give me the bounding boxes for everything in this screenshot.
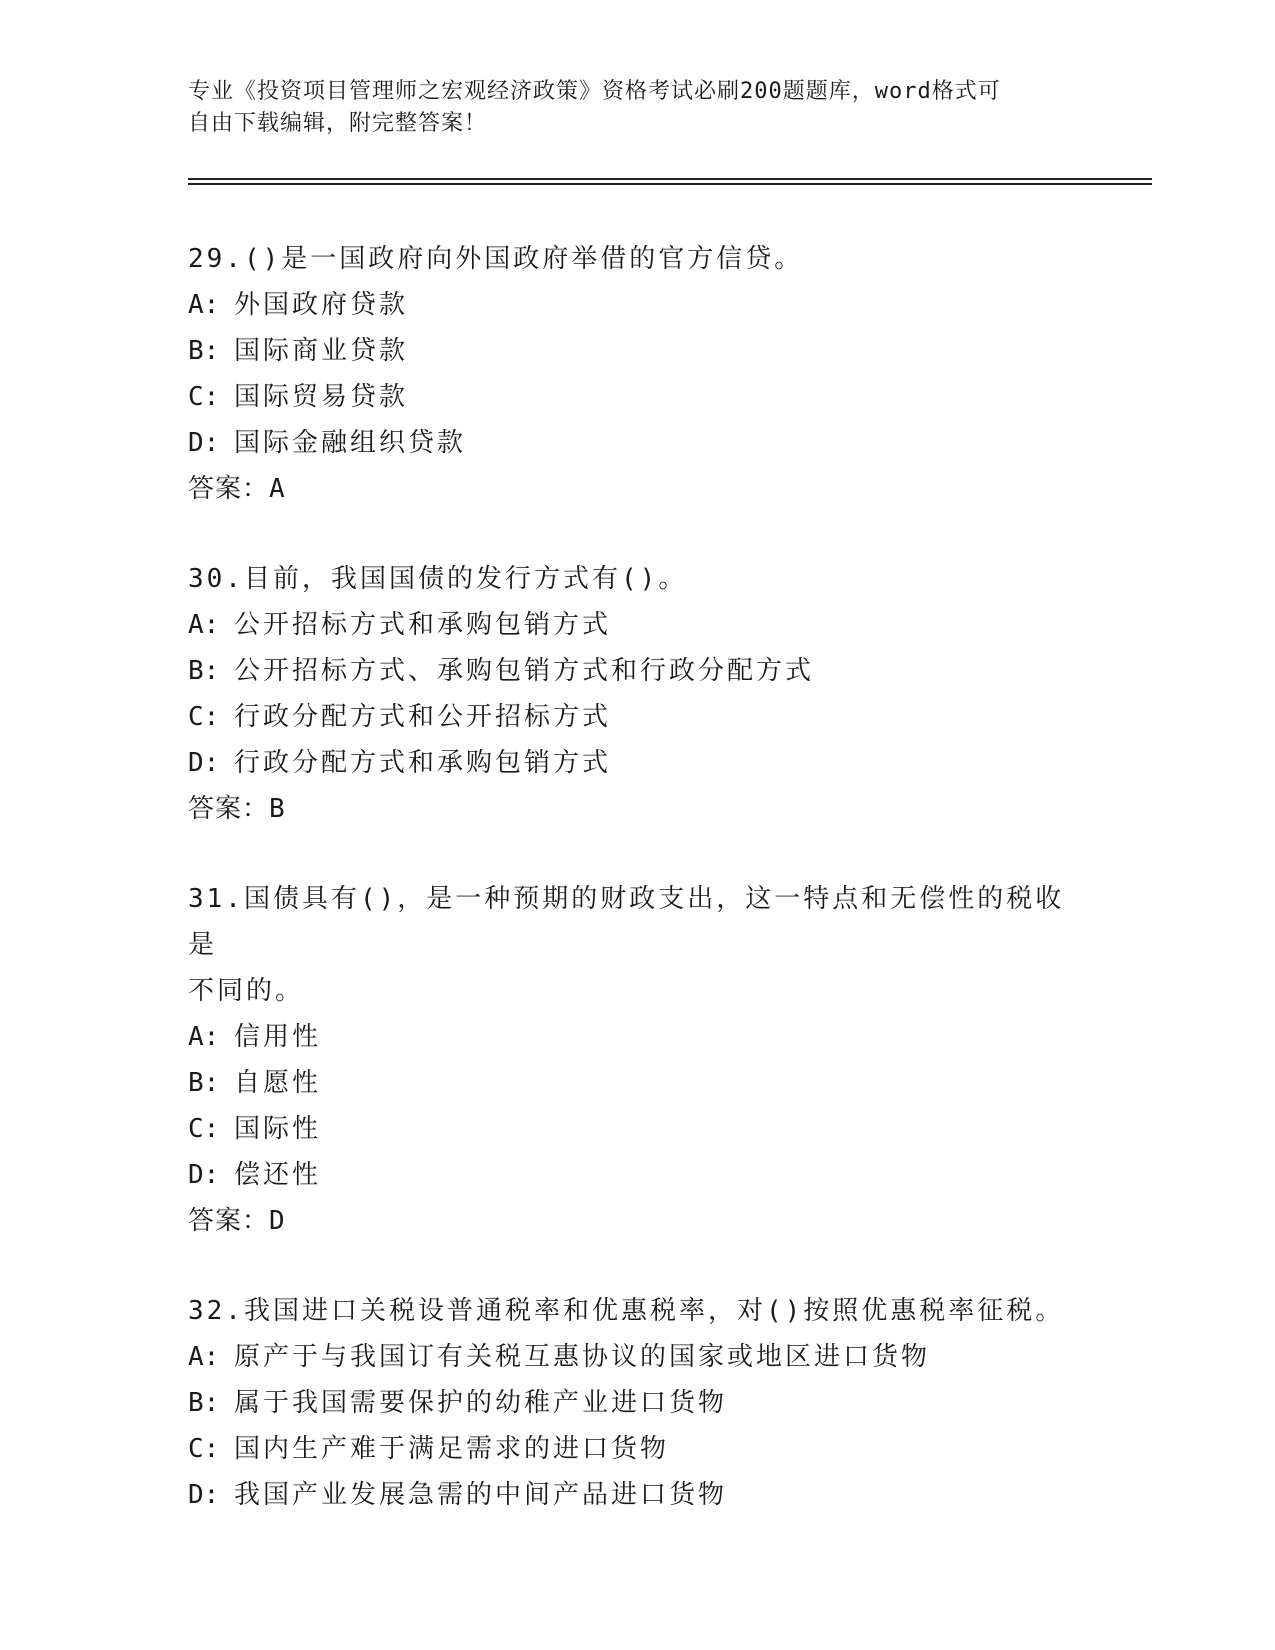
question-stem: 30.目前，我国国债的发行方式有()。 <box>188 564 688 594</box>
question-31 <box>188 876 1088 1244</box>
option-letter: C: <box>188 702 220 732</box>
option-c <box>188 694 1088 740</box>
option-letter: C: <box>188 1434 220 1464</box>
spacer <box>188 832 1088 876</box>
option-letter: B: <box>188 656 220 686</box>
document-header <box>188 76 1068 140</box>
option-letter: A: <box>188 610 220 640</box>
option-a <box>188 1334 1088 1380</box>
option-c <box>188 1106 1088 1152</box>
option-a <box>188 282 1088 328</box>
option-letter: D: <box>188 748 220 778</box>
header-divider-bottom <box>188 183 1152 185</box>
option-text: 信用性 <box>234 1022 322 1052</box>
option-d <box>188 1152 1088 1198</box>
question-stem: 29.()是一国政府向外国政府举借的官方信贷。 <box>188 244 804 274</box>
option-text: 偿还性 <box>234 1160 322 1190</box>
option-c <box>188 374 1088 420</box>
option-text: 公开招标方式、承购包销方式和行政分配方式 <box>234 656 815 686</box>
header-line-2: 自由下载编辑，附完整答案！ <box>188 111 488 136</box>
option-letter: D: <box>188 428 220 458</box>
header-line-1: 专业《投资项目管理师之宏观经济政策》资格考试必刷200题题库，word格式可 <box>188 79 1001 104</box>
option-text: 国际性 <box>234 1114 322 1144</box>
option-letter: A: <box>188 1022 220 1052</box>
option-text: 公开招标方式和承购包销方式 <box>234 610 612 640</box>
answer-label: 答案： <box>188 794 270 824</box>
option-a <box>188 602 1088 648</box>
answer-line <box>188 1198 1088 1244</box>
question-stem: 31.国债具有()，是一种预期的财政支出，这一特点和无偿性的税收是 <box>188 884 1065 960</box>
answer-label: 答案： <box>188 1206 270 1236</box>
option-letter: A: <box>188 1342 220 1372</box>
option-b <box>188 1380 1088 1426</box>
question-30 <box>188 556 1088 832</box>
option-letter: C: <box>188 382 220 412</box>
option-text: 国际金融组织贷款 <box>234 428 467 458</box>
spacer <box>188 1244 1088 1288</box>
option-letter: C: <box>188 1114 220 1144</box>
answer-value: B <box>269 794 286 824</box>
option-letter: B: <box>188 336 220 366</box>
option-b <box>188 648 1088 694</box>
spacer <box>188 512 1088 556</box>
option-letter: A: <box>188 290 220 320</box>
answer-value: D <box>269 1206 286 1236</box>
option-text: 国内生产难于满足需求的进口货物 <box>234 1434 670 1464</box>
question-stem: 32.我国进口关税设普通税率和优惠税率，对()按照优惠税率征税。 <box>188 1296 1065 1326</box>
option-text: 国际商业贷款 <box>234 336 409 366</box>
option-text: 行政分配方式和承购包销方式 <box>234 748 612 778</box>
answer-value: A <box>269 474 286 504</box>
option-letter: B: <box>188 1068 220 1098</box>
answer-line <box>188 786 1088 832</box>
question-29 <box>188 236 1088 512</box>
option-c <box>188 1426 1088 1472</box>
option-text: 自愿性 <box>234 1068 322 1098</box>
option-b <box>188 1060 1088 1106</box>
question-32 <box>188 1288 1088 1518</box>
question-stem-continued: 不同的。 <box>188 976 305 1006</box>
option-letter: B: <box>188 1388 220 1418</box>
option-a <box>188 1014 1088 1060</box>
option-text: 我国产业发展急需的中间产品进口货物 <box>234 1480 728 1510</box>
option-text: 属于我国需要保护的幼稚产业进口货物 <box>234 1388 728 1418</box>
option-text: 行政分配方式和公开招标方式 <box>234 702 612 732</box>
answer-line <box>188 466 1088 512</box>
option-b <box>188 328 1088 374</box>
option-d <box>188 1472 1088 1518</box>
question-list <box>188 236 1088 1518</box>
option-d <box>188 740 1088 786</box>
answer-label: 答案： <box>188 474 270 504</box>
option-text: 原产于与我国订有关税互惠协议的国家或地区进口货物 <box>234 1342 931 1372</box>
option-d <box>188 420 1088 466</box>
option-text: 外国政府贷款 <box>234 290 409 320</box>
header-divider-top <box>188 178 1152 180</box>
option-letter: D: <box>188 1480 220 1510</box>
option-letter: D: <box>188 1160 220 1190</box>
option-text: 国际贸易贷款 <box>234 382 409 412</box>
